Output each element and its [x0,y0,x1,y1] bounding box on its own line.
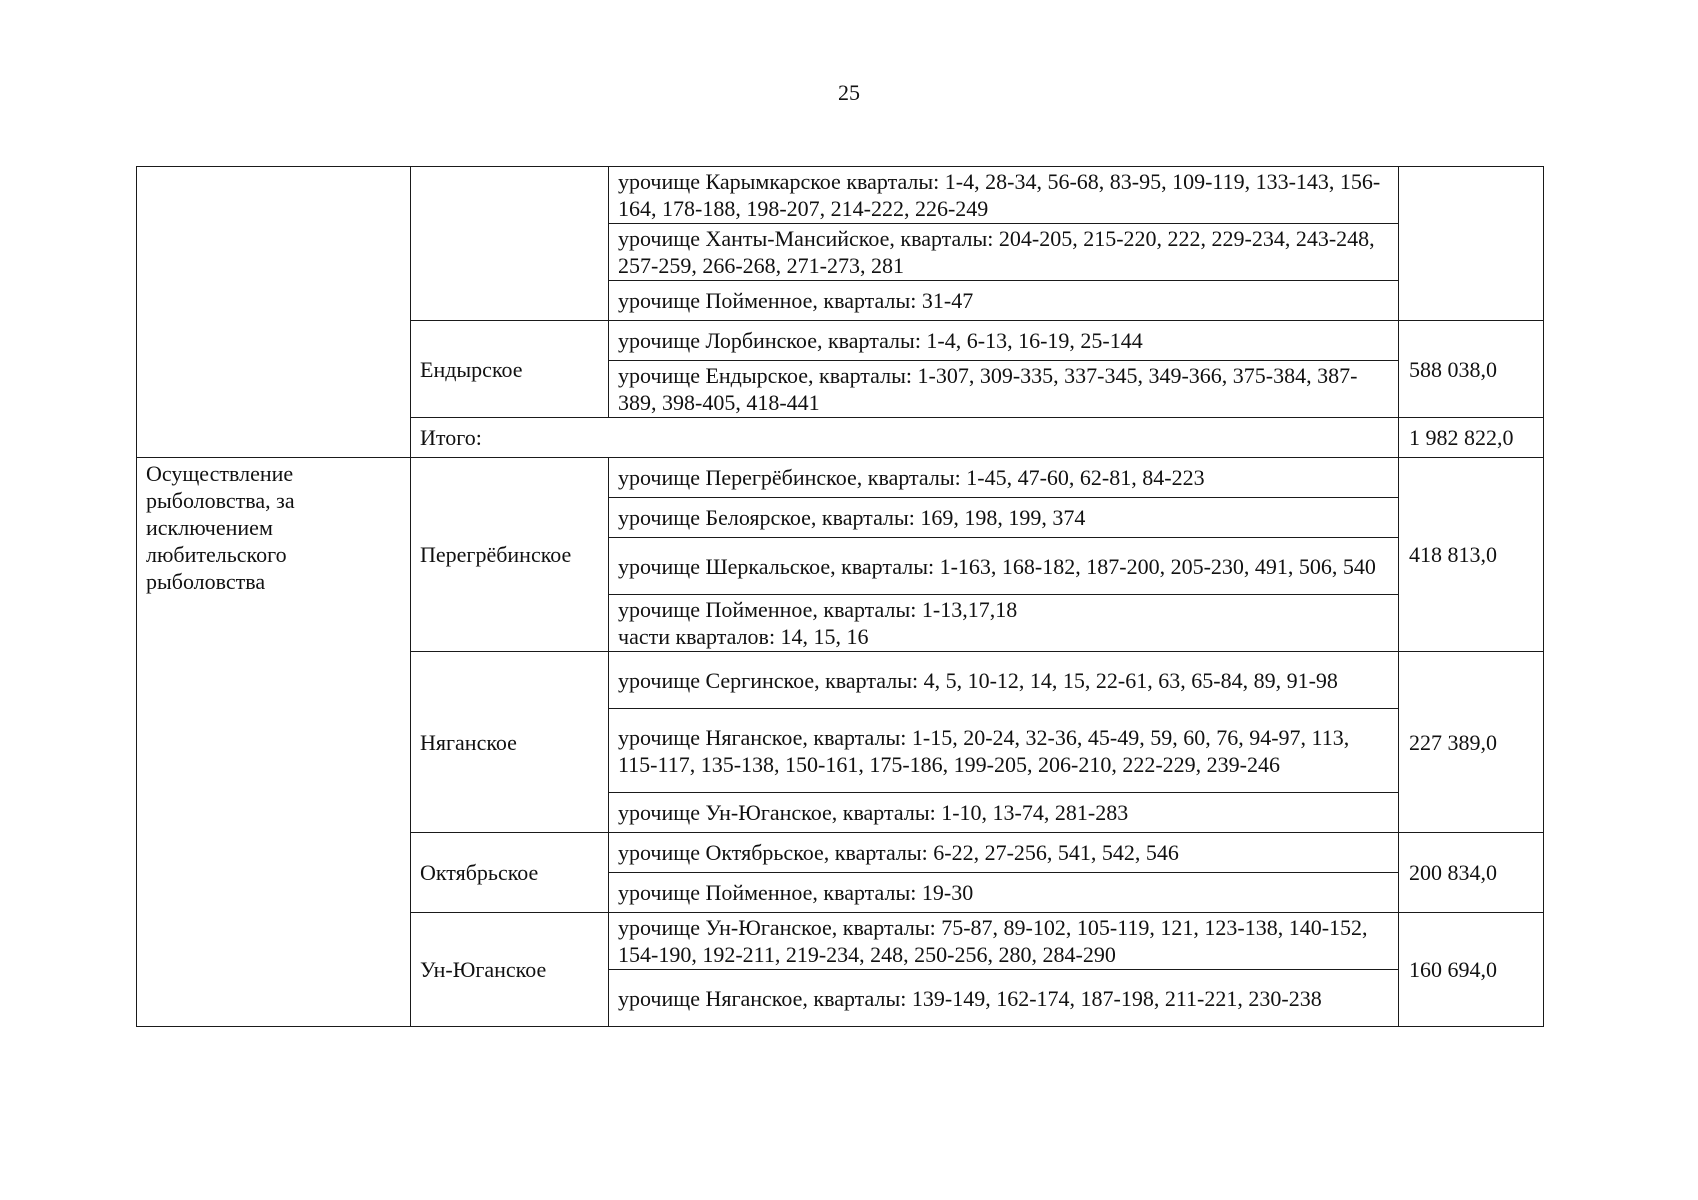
urochishche-cell: урочище Ун-Юганское, кварталы: 1-10, 13-74, 281-283 [609,793,1399,833]
district-cell: Октябрьское [411,833,609,913]
urochishche-cell: урочище Пойменное, кварталы: 19-30 [609,873,1399,913]
urochishche-cell: урочище Ун-Юганское, кварталы: 75-87, 89-102, 105-119, 121, 123-138, 140-152, 154-190, 192-211, 219-234, 248, 250-256, 280, 284-290 [609,913,1399,970]
urochishche-cell: урочище Ханты-Мансийское, кварталы: 204-205, 215-220, 222, 229-234, 243-248, 257-259, 266-268, 271-273, 281 [609,224,1399,281]
value-cell: 418 813,0 [1399,458,1544,652]
district-cell: Няганское [411,652,609,833]
total-label: Итого: [411,418,1399,458]
total-value: 1 982 822,0 [1399,418,1544,458]
urochishche-cell: урочище Пойменное, кварталы: 31-47 [609,281,1399,321]
urochishche-line: части кварталов: 14, 15, 16 [618,624,869,649]
district-cell-empty [411,167,609,321]
page-number: 25 [838,80,860,105]
district-cell: Ендырское [411,321,609,418]
district-cell: Перегрёбинское [411,458,609,652]
table-row [137,167,1544,224]
urochishche-cell: урочище Няганское, кварталы: 1-15, 20-24, 32-36, 45-49, 59, 60, 76, 94-97, 113, 115-117, 135-138, 150-161, 175-186, 199-205, 206-210, 222-229, 239-246 [609,709,1399,793]
activity-cell: Осуществление рыболовства, за исключением любительского рыболовства [137,458,411,1027]
value-cell: 588 038,0 [1399,321,1544,418]
urochishche-cell: урочище Лорбинское, кварталы: 1-4, 6-13, 16-19, 25-144 [609,321,1399,361]
urochishche-cell: урочище Сергинское, кварталы: 4, 5, 10-12, 14, 15, 22-61, 63, 65-84, 89, 91-98 [609,652,1399,709]
zones-table [136,166,1544,1027]
value-cell-empty [1399,167,1544,321]
urochishche-cell: урочище Белоярское, кварталы: 169, 198, 199, 374 [609,498,1399,538]
urochishche-cell: урочище Октябрьское, кварталы: 6-22, 27-256, 541, 542, 546 [609,833,1399,873]
value-cell: 200 834,0 [1399,833,1544,913]
urochishche-line: урочище Пойменное, кварталы: 1-13,17,18 [618,597,1018,622]
value-cell: 160 694,0 [1399,913,1544,1027]
district-cell: Ун-Юганское [411,913,609,1027]
urochishche-cell: урочище Шеркальское, кварталы: 1-163, 168-182, 187-200, 205-230, 491, 506, 540 [609,538,1399,595]
urochishche-cell: урочище Перегрёбинское, кварталы: 1-45, 47-60, 62-81, 84-223 [609,458,1399,498]
activity-cell-empty [137,167,411,458]
table-row [137,458,1544,498]
urochishche-cell: урочище Няганское, кварталы: 139-149, 162-174, 187-198, 211-221, 230-238 [609,970,1399,1027]
urochishche-cell: урочище Карымкарское кварталы: 1-4, 28-34, 56-68, 83-95, 109-119, 133-143, 156-164, 178-188, 198-207, 214-222, 226-249 [609,167,1399,224]
urochishche-cell: урочище Ендырское, кварталы: 1-307, 309-335, 337-345, 349-366, 375-384, 387-389, 398-405, 418-441 [609,361,1399,418]
urochishche-cell [609,595,1399,652]
value-cell: 227 389,0 [1399,652,1544,833]
